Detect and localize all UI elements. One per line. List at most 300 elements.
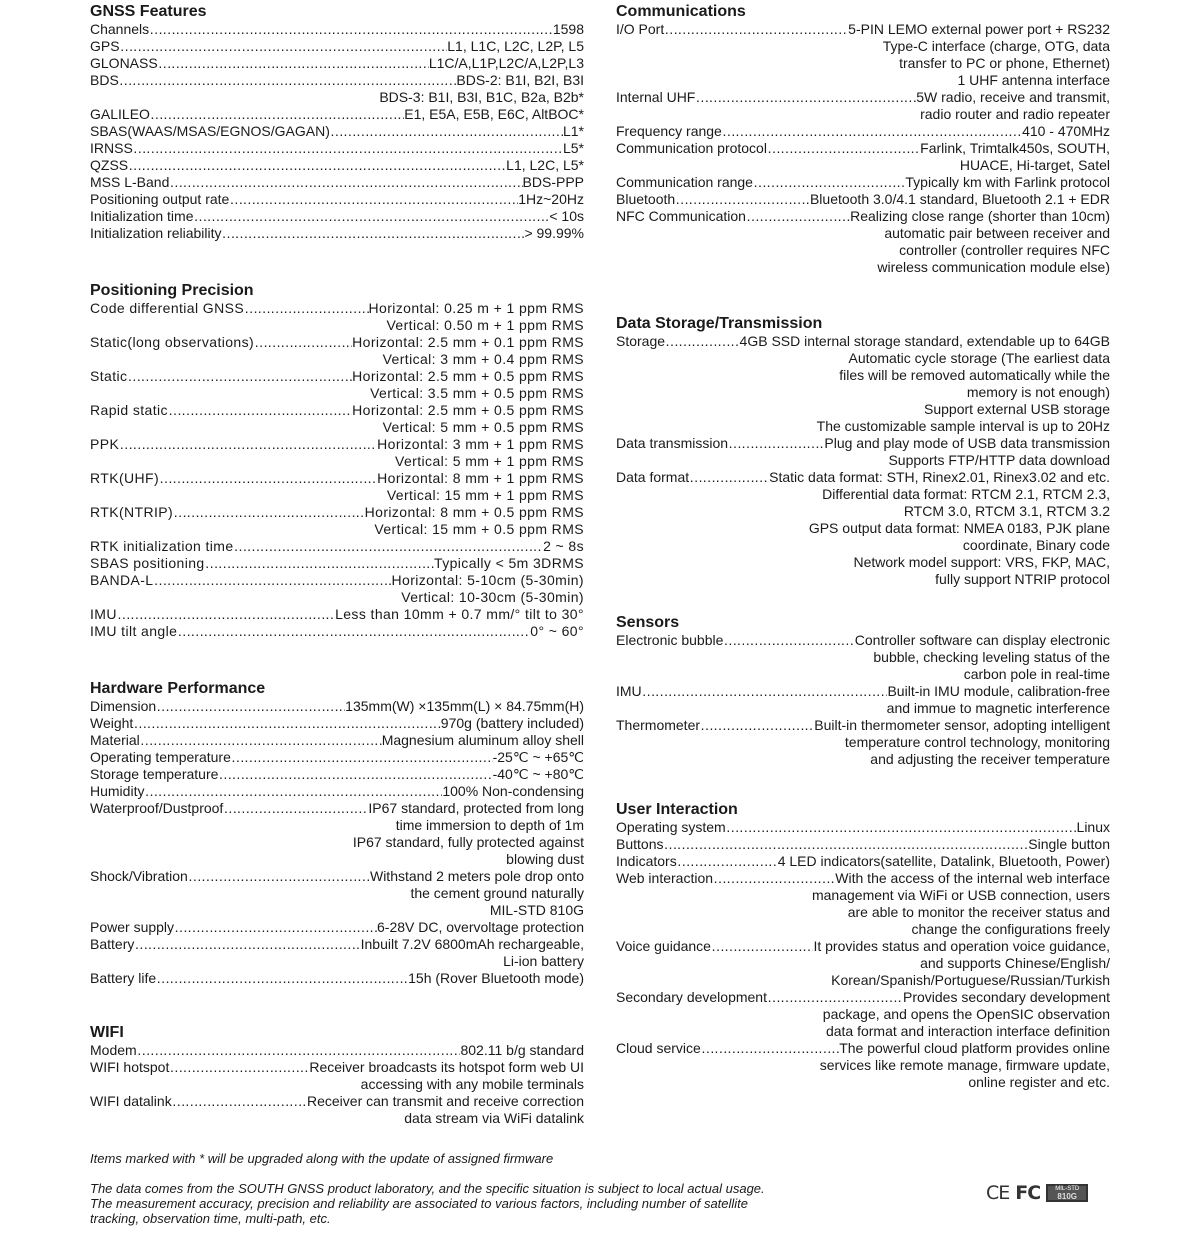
section-title: Sensors bbox=[616, 614, 680, 631]
spec-row-internal-uhf bbox=[616, 89, 1110, 123]
spec-value-text: Built-in IMU module, calibration-free bbox=[887, 683, 1110, 699]
spec-label: QZSS bbox=[90, 157, 129, 173]
spec-row-glonass bbox=[90, 55, 584, 72]
dot-leader bbox=[158, 55, 429, 72]
spec-row-data-transmission bbox=[616, 435, 1110, 469]
spec-label: Positioning output rate bbox=[90, 191, 230, 207]
spec-label: Web interaction bbox=[616, 870, 714, 886]
spec-value bbox=[675, 191, 1110, 208]
spec-value-continuation: data stream via WiFi datalink bbox=[404, 1110, 584, 1126]
spec-value-text: Built-in thermometer sensor, adopting intelligent bbox=[814, 717, 1110, 733]
dot-leader bbox=[137, 1042, 461, 1059]
spec-value bbox=[700, 717, 1110, 768]
spec-label: Battery life bbox=[90, 970, 157, 986]
spec-value-continuation: Vertical: 3 mm + 0.4 ppm RMS bbox=[382, 351, 584, 367]
spec-label: Operating system bbox=[616, 819, 726, 835]
dot-leader bbox=[234, 538, 544, 555]
spec-row-voice-guidance bbox=[616, 938, 1110, 989]
spec-value-continuation: carbon pole in real-time bbox=[963, 666, 1110, 682]
spec-label: Static bbox=[90, 368, 128, 384]
dot-leader bbox=[194, 208, 550, 225]
dot-leader bbox=[244, 300, 368, 317]
spec-row-static bbox=[90, 368, 584, 402]
spec-label: BANDA-L bbox=[90, 572, 154, 588]
spec-first-line bbox=[713, 870, 1110, 887]
spec-label: Indicators bbox=[616, 853, 677, 869]
spec-value-continuation: memory is not enough) bbox=[966, 384, 1110, 400]
spec-row-initialization-reliability bbox=[90, 225, 584, 242]
spec-value-continuation: Support external USB storage bbox=[924, 401, 1110, 417]
spec-value bbox=[144, 783, 584, 800]
dot-leader bbox=[133, 715, 440, 732]
spec-value bbox=[128, 157, 584, 174]
spec-value bbox=[117, 606, 584, 623]
spec-first-line bbox=[234, 538, 584, 555]
section-wifi bbox=[90, 1024, 584, 1127]
spec-value-continuation: services like remote manage, firmware update, bbox=[819, 1057, 1110, 1073]
spec-value bbox=[723, 632, 1110, 683]
spec-label: Waterproof/Dustproof bbox=[90, 800, 224, 816]
spec-value-continuation: bubble, checking leveling status of the bbox=[873, 649, 1110, 665]
spec-value-text: L1, L2C, L5* bbox=[506, 157, 584, 173]
spec-label: Shock/Vibration bbox=[90, 868, 188, 884]
dot-leader bbox=[144, 783, 442, 800]
spec-row-imu bbox=[616, 683, 1110, 717]
spec-value-continuation: Supports FTP/HTTP data download bbox=[888, 452, 1110, 468]
spec-row-storage-temperature bbox=[90, 766, 584, 783]
spec-value-text: 970g (battery included) bbox=[440, 715, 584, 731]
spec-row-material bbox=[90, 732, 584, 749]
spec-value-continuation: Vertical: 15 mm + 1 ppm RMS bbox=[386, 487, 584, 503]
dot-leader bbox=[173, 504, 365, 521]
spec-value-text: BDS-PPP bbox=[522, 174, 584, 190]
spec-label: Dimension bbox=[90, 698, 157, 714]
spec-value-continuation: GPS output data format: NMEA 0183, PJK plane bbox=[808, 520, 1110, 536]
spec-value-continuation: blowing dust bbox=[506, 851, 584, 867]
spec-value-text: Horizontal: 2.5 mm + 0.1 ppm RMS bbox=[352, 334, 584, 350]
dot-leader bbox=[723, 632, 854, 649]
spec-value-text: L1C/A,L1P,L2C/A,L2P,L3 bbox=[428, 55, 584, 71]
spec-value bbox=[168, 402, 584, 436]
spec-value bbox=[663, 836, 1110, 853]
spec-value-text: 0° ~ 60° bbox=[530, 623, 584, 639]
spec-value bbox=[665, 333, 1110, 435]
spec-first-line bbox=[254, 334, 584, 351]
spec-row-waterproof-dustproof bbox=[90, 800, 584, 868]
spec-value bbox=[689, 469, 1110, 588]
spec-label: Humidity bbox=[90, 783, 145, 799]
spec-label: SBAS(WAAS/MSAS/EGNOS/GAGAN) bbox=[90, 123, 330, 139]
dot-leader bbox=[177, 623, 530, 640]
dot-leader bbox=[665, 333, 740, 350]
spec-value-text: 5-PIN LEMO external power port + RS232 bbox=[848, 21, 1110, 37]
spec-label: Battery bbox=[90, 936, 135, 952]
spec-value-continuation: Vertical: 0.50 m + 1 ppm RMS bbox=[386, 317, 584, 333]
spec-label: Weight bbox=[90, 715, 134, 731]
spec-first-line bbox=[177, 623, 584, 640]
section-title: Positioning Precision bbox=[90, 282, 254, 299]
spec-row-banda-l bbox=[90, 572, 584, 606]
spec-value-text: Horizontal: 2.5 mm + 0.5 ppm RMS bbox=[352, 368, 584, 384]
spec-label: Secondary development bbox=[616, 989, 767, 1005]
spec-first-line bbox=[173, 504, 584, 521]
spec-value bbox=[677, 853, 1110, 870]
spec-value-continuation: Vertical: 15 mm + 0.5 ppm RMS bbox=[374, 521, 584, 537]
dot-leader bbox=[664, 21, 848, 38]
spec-value bbox=[150, 106, 584, 123]
spec-value bbox=[172, 1093, 584, 1127]
dot-leader bbox=[701, 1040, 839, 1057]
section-title: GNSS Features bbox=[90, 3, 207, 20]
spec-first-line bbox=[205, 555, 584, 572]
spec-value-text: E1, E5A, E5B, E6C, AltBOC* bbox=[404, 106, 584, 122]
spec-value bbox=[156, 698, 584, 715]
spec-first-line bbox=[695, 89, 1110, 106]
dot-leader bbox=[156, 698, 345, 715]
spec-value-continuation: temperature control technology, monitoring bbox=[844, 734, 1110, 750]
spec-value bbox=[229, 191, 584, 208]
spec-row-gps bbox=[90, 38, 584, 55]
spec-first-line bbox=[218, 766, 584, 783]
spec-label: Internal UHF bbox=[616, 89, 696, 105]
spec-first-line bbox=[700, 717, 1110, 734]
spec-value bbox=[156, 970, 584, 987]
spec-first-line bbox=[677, 853, 1110, 870]
spec-value bbox=[188, 868, 584, 919]
spec-first-line bbox=[726, 819, 1110, 836]
spec-value bbox=[746, 208, 1110, 276]
spec-value-continuation: coordinate, Binary code bbox=[962, 537, 1110, 553]
spec-label: Communication range bbox=[616, 174, 753, 190]
spec-value bbox=[223, 800, 584, 868]
spec-value-continuation: files will be removed automatically while the bbox=[839, 367, 1110, 383]
spec-value bbox=[159, 470, 584, 504]
spec-value-continuation: time immersion to depth of 1m bbox=[395, 817, 584, 833]
spec-label: Storage bbox=[616, 333, 666, 349]
dot-leader bbox=[330, 123, 563, 140]
disclaimer-line: tracking, observation time, multi-path, etc. bbox=[90, 1211, 331, 1226]
spec-row-power-supply bbox=[90, 919, 584, 936]
spec-value bbox=[174, 919, 584, 936]
dot-leader bbox=[218, 766, 492, 783]
spec-first-line bbox=[120, 38, 584, 55]
spec-value-text: The powerful cloud platform provides online bbox=[839, 1040, 1110, 1056]
spec-label: Code differential GNSS bbox=[90, 300, 245, 316]
spec-label: Electronic bubble bbox=[616, 632, 724, 648]
spec-value-text: 5W radio, receive and transmit, bbox=[916, 89, 1110, 105]
dot-leader bbox=[120, 38, 448, 55]
spec-first-line bbox=[223, 800, 584, 817]
dot-leader bbox=[172, 1093, 307, 1110]
spec-first-line bbox=[746, 208, 1110, 225]
spec-row-i-o-port bbox=[616, 21, 1110, 89]
spec-label: Operating temperature bbox=[90, 749, 231, 765]
fcc-mark-icon: FC bbox=[1015, 1182, 1041, 1204]
spec-value-continuation: radio router and radio repeater bbox=[920, 106, 1110, 122]
dot-leader bbox=[753, 174, 905, 191]
spec-row-ppk bbox=[90, 436, 584, 470]
spec-row-web-interaction bbox=[616, 870, 1110, 938]
spec-value-continuation: Vertical: 10-30cm (5-30min) bbox=[401, 589, 584, 605]
spec-first-line bbox=[711, 938, 1110, 955]
ce-mark-icon: CE bbox=[986, 1182, 1010, 1204]
spec-first-line bbox=[664, 21, 1110, 38]
spec-first-line bbox=[128, 157, 584, 174]
spec-first-line bbox=[169, 174, 584, 191]
spec-label: BDS bbox=[90, 72, 119, 88]
spec-first-line bbox=[222, 225, 584, 242]
spec-label: RTK(UHF) bbox=[90, 470, 160, 486]
spec-label: GALILEO bbox=[90, 106, 150, 122]
certification-logos bbox=[986, 1182, 1088, 1204]
spec-value-text: BDS-2: B1I, B2I, B3I bbox=[456, 72, 584, 88]
spec-first-line bbox=[134, 936, 584, 953]
spec-first-line bbox=[194, 208, 585, 225]
spec-value bbox=[664, 21, 1110, 89]
spec-value-text: Horizontal: 2.5 mm + 0.5 ppm RMS bbox=[352, 402, 584, 418]
spec-value-continuation: Differential data format: RTCM 2.1, RTCM 2.3, bbox=[822, 486, 1110, 502]
spec-first-line bbox=[665, 333, 1110, 350]
spec-value bbox=[127, 368, 584, 402]
spec-value-text: Static data format: STH, Rinex2.01, Rinex3.02 and etc. bbox=[769, 469, 1110, 485]
dot-leader bbox=[153, 572, 391, 589]
section-title: User Interaction bbox=[616, 801, 738, 818]
spec-value-text: It provides status and operation voice guidance, bbox=[813, 938, 1110, 954]
spec-value-text: 410 - 470MHz bbox=[1022, 123, 1110, 139]
spec-value bbox=[140, 732, 584, 749]
dot-leader bbox=[722, 123, 1022, 140]
spec-label: IMU tilt angle bbox=[90, 623, 178, 639]
spec-label: GPS bbox=[90, 38, 120, 54]
spec-label: RTK(NTRIP) bbox=[90, 504, 174, 520]
spec-row-shock-vibration bbox=[90, 868, 584, 919]
spec-value-continuation: HUACE, Hi-target, Satel bbox=[959, 157, 1110, 173]
section-positioning-precision bbox=[90, 282, 584, 640]
dot-leader bbox=[169, 174, 522, 191]
spec-first-line bbox=[117, 606, 584, 623]
dot-leader bbox=[159, 470, 377, 487]
spec-value-text: Bluetooth 3.0/4.1 standard, Bluetooth 2.1 + EDR bbox=[809, 191, 1110, 207]
spec-row-battery bbox=[90, 936, 584, 970]
dot-leader bbox=[229, 191, 518, 208]
section-title: WIFI bbox=[90, 1024, 124, 1041]
spec-value bbox=[153, 572, 584, 606]
mil-std-number: 810G bbox=[1057, 1192, 1077, 1201]
spec-first-line bbox=[701, 1040, 1110, 1057]
spec-value-continuation: Network model support: VRS, FKP, MAC, bbox=[853, 554, 1110, 570]
spec-row-secondary-development bbox=[616, 989, 1110, 1040]
spec-row-rtk-uhf bbox=[90, 470, 584, 504]
spec-row-nfc-communication bbox=[616, 208, 1110, 276]
spec-row-imu-tilt-angle bbox=[90, 623, 584, 640]
spec-value-text: Linux bbox=[1076, 819, 1110, 835]
spec-row-imu bbox=[90, 606, 584, 623]
spec-value bbox=[722, 123, 1110, 140]
spec-value-text: 802.11 b/g standard bbox=[460, 1042, 584, 1058]
spec-label: Initialization time bbox=[90, 208, 194, 224]
spec-value-text: Magnesium aluminum alloy shell bbox=[381, 732, 584, 748]
spec-value-text: 1Hz~20Hz bbox=[518, 191, 584, 207]
spec-first-line bbox=[140, 732, 584, 749]
spec-value-continuation: package, and opens the OpenSIC observation bbox=[822, 1006, 1110, 1022]
spec-value-text: 100% Non-condensing bbox=[442, 783, 584, 799]
dot-leader bbox=[700, 717, 814, 734]
spec-value-text: -40℃ ~ +80℃ bbox=[492, 766, 584, 782]
spec-label: RTK initialization time bbox=[90, 538, 234, 554]
spec-row-storage bbox=[616, 333, 1110, 435]
section-gnss-features bbox=[90, 3, 584, 242]
spec-row-battery-life bbox=[90, 970, 584, 987]
spec-first-line bbox=[231, 749, 584, 766]
spec-label: Frequency range bbox=[616, 123, 722, 139]
spec-value bbox=[149, 21, 584, 38]
dot-leader bbox=[149, 21, 553, 38]
spec-first-line bbox=[642, 683, 1110, 700]
spec-value bbox=[254, 334, 584, 368]
spec-value-text: Withstand 2 meters pole drop onto bbox=[369, 868, 584, 884]
spec-first-line bbox=[728, 435, 1110, 452]
dot-leader bbox=[168, 402, 352, 419]
section-hardware-performance bbox=[90, 680, 584, 987]
dot-leader bbox=[205, 555, 434, 572]
spec-value bbox=[767, 140, 1110, 174]
spec-label: Communication protocol bbox=[616, 140, 767, 156]
spec-first-line bbox=[119, 72, 584, 89]
spec-value bbox=[222, 225, 584, 242]
firmware-footnote: Items marked with * will be upgraded along with the update of assigned firmware bbox=[90, 1151, 554, 1166]
spec-row-wifi-hotspot bbox=[90, 1059, 584, 1093]
spec-value-continuation: Korean/Spanish/Portuguese/Russian/Turkish bbox=[831, 972, 1110, 988]
spec-value-continuation: fully support NTRIP protocol bbox=[935, 571, 1110, 587]
spec-value bbox=[753, 174, 1110, 191]
spec-row-frequency-range bbox=[616, 123, 1110, 140]
spec-value-continuation: automatic pair between receiver and bbox=[884, 225, 1110, 241]
spec-value-text: Horizontal: 3 mm + 1 ppm RMS bbox=[377, 436, 584, 452]
spec-value-text: Horizontal: 8 mm + 0.5 ppm RMS bbox=[364, 504, 584, 520]
spec-value-text: Inbuilt 7.2V 6800mAh rechargeable, bbox=[360, 936, 584, 952]
spec-first-line bbox=[229, 191, 584, 208]
spec-label: Cloud service bbox=[616, 1040, 701, 1056]
spec-value-text: Less than 10mm + 0.7 mm/° tilt to 30° bbox=[335, 606, 584, 622]
spec-value-continuation: MIL-STD 810G bbox=[489, 902, 584, 918]
dot-leader bbox=[127, 368, 352, 385]
spec-value-text: 15h (Rover Bluetooth mode) bbox=[408, 970, 584, 986]
spec-value-continuation: RTCM 3.0, RTCM 3.1, RTCM 3.2 bbox=[903, 503, 1110, 519]
spec-first-line bbox=[169, 1059, 584, 1076]
spec-value-text: Receiver can transmit and receive correction bbox=[306, 1093, 584, 1109]
spec-first-line bbox=[689, 469, 1110, 486]
spec-value bbox=[169, 174, 584, 191]
mil-std-810g-icon bbox=[1046, 1184, 1088, 1202]
spec-first-line bbox=[144, 783, 584, 800]
dot-leader bbox=[169, 1059, 309, 1076]
spec-value-text: With the access of the internal web interface bbox=[835, 870, 1110, 886]
dot-leader bbox=[119, 72, 457, 89]
spec-value bbox=[119, 72, 584, 106]
spec-value-continuation: wireless communication module else) bbox=[877, 259, 1110, 275]
dot-leader bbox=[140, 732, 382, 749]
spec-value-text: > 99.99% bbox=[524, 225, 584, 241]
spec-first-line bbox=[675, 191, 1110, 208]
spec-value-continuation: and adjusting the receiver temperature bbox=[870, 751, 1110, 767]
dot-leader bbox=[642, 683, 888, 700]
spec-value-text: 135mm(W) ×135mm(L) × 84.75mm(H) bbox=[345, 698, 584, 714]
disclaimer-line: The data comes from the SOUTH GNSS product laboratory, and the specific situation is subject to local actual usage. bbox=[90, 1181, 765, 1196]
spec-first-line bbox=[158, 55, 584, 72]
dot-leader bbox=[726, 819, 1077, 836]
spec-value-continuation: 1 UHF antenna interface bbox=[957, 72, 1110, 88]
spec-value-text: L5* bbox=[562, 140, 584, 156]
spec-row-operating-system bbox=[616, 819, 1110, 836]
spec-label: WIFI datalink bbox=[90, 1093, 172, 1109]
spec-row-weight bbox=[90, 715, 584, 732]
spec-row-rapid-static bbox=[90, 402, 584, 436]
spec-row-channels bbox=[90, 21, 584, 38]
spec-row-modem bbox=[90, 1042, 584, 1059]
spec-value bbox=[205, 555, 584, 572]
spec-row-static-long-observations bbox=[90, 334, 584, 368]
spec-value bbox=[158, 55, 584, 72]
spec-value bbox=[177, 623, 584, 640]
spec-row-sbas-positioning bbox=[90, 555, 584, 572]
section-communications bbox=[616, 3, 1110, 276]
spec-row-indicators bbox=[616, 853, 1110, 870]
spec-value bbox=[711, 938, 1110, 989]
spec-value bbox=[231, 749, 584, 766]
section-sensors bbox=[616, 614, 1110, 768]
dot-leader bbox=[746, 208, 850, 225]
spec-value bbox=[137, 1042, 584, 1059]
spec-value-continuation: management via WiFi or USB connection, users bbox=[811, 887, 1110, 903]
spec-label: Static(long observations) bbox=[90, 334, 255, 350]
spec-row-qzss bbox=[90, 157, 584, 174]
spec-value-text: Provides secondary development bbox=[902, 989, 1110, 1005]
spec-value-continuation: accessing with any mobile terminals bbox=[360, 1076, 584, 1092]
dot-leader bbox=[728, 435, 824, 452]
spec-value-text: -25℃ ~ +65℃ bbox=[492, 749, 584, 765]
spec-label: Rapid static bbox=[90, 402, 168, 418]
spec-value-continuation: controller (controller requires NFC bbox=[899, 242, 1110, 258]
spec-value bbox=[120, 38, 584, 55]
spec-first-line bbox=[172, 1093, 584, 1110]
section-title: Hardware Performance bbox=[90, 680, 266, 697]
dot-leader bbox=[117, 606, 335, 623]
spec-first-line bbox=[767, 140, 1110, 157]
spec-first-line bbox=[188, 868, 584, 885]
dot-leader bbox=[677, 853, 778, 870]
spec-value-continuation: are able to monitor the receiver status and bbox=[847, 904, 1110, 920]
dot-leader bbox=[222, 225, 525, 242]
spec-row-code-differential-gnss bbox=[90, 300, 584, 334]
spec-first-line bbox=[722, 123, 1110, 140]
spec-first-line bbox=[663, 836, 1110, 853]
spec-value bbox=[713, 870, 1110, 938]
spec-value bbox=[728, 435, 1110, 469]
spec-label: Material bbox=[90, 732, 140, 748]
spec-value bbox=[701, 1040, 1110, 1091]
spec-value-continuation: Vertical: 5 mm + 1 ppm RMS bbox=[395, 453, 584, 469]
spec-label: SBAS positioning bbox=[90, 555, 205, 571]
dot-leader bbox=[711, 938, 814, 955]
spec-label: PPK bbox=[90, 436, 120, 452]
dot-leader bbox=[713, 870, 835, 887]
spec-value-text: < 10s bbox=[549, 208, 584, 224]
spec-label: Initialization reliability bbox=[90, 225, 222, 241]
dot-leader bbox=[231, 749, 493, 766]
section-user-interaction bbox=[616, 801, 1110, 1091]
spec-first-line bbox=[119, 436, 584, 453]
spec-value-text: Controller software can display electronic bbox=[854, 632, 1110, 648]
